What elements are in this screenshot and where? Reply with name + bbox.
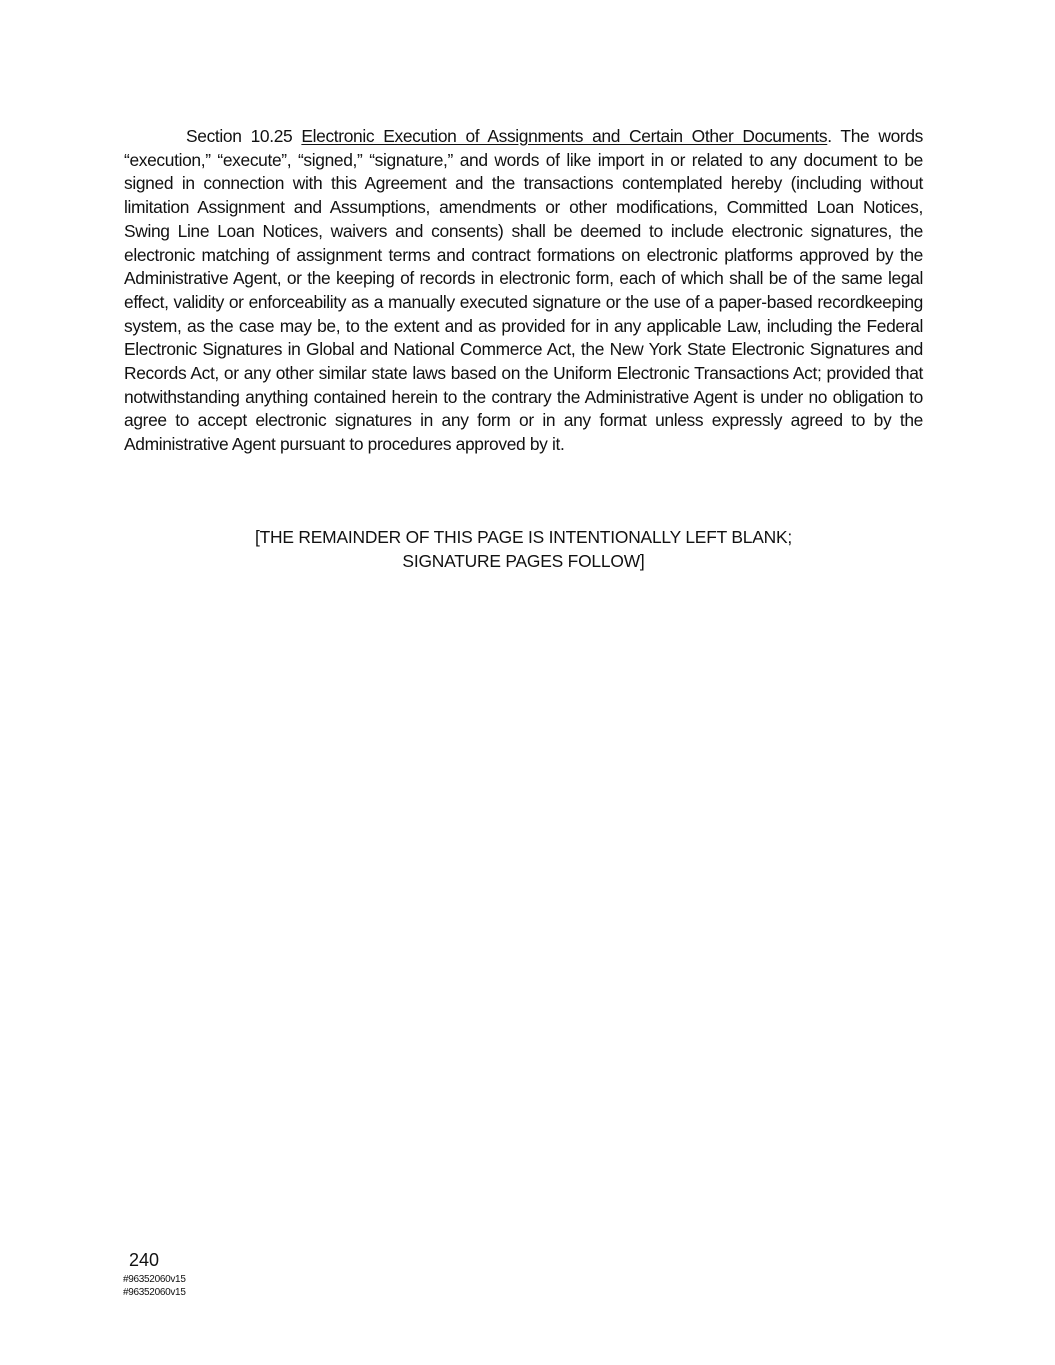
document-id: #96352060v15 <box>123 1274 186 1285</box>
section-number: Section 10.25 <box>186 126 293 146</box>
section-10-25-paragraph <box>124 125 923 457</box>
document-id: #96352060v15 <box>123 1287 186 1298</box>
blank-notice-line-2: SIGNATURE PAGES FOLLOW] <box>402 551 645 571</box>
section-heading-period: . <box>827 126 832 146</box>
intentionally-blank-notice <box>124 525 923 573</box>
section-body-text: The words “execution,” “execute”, “signed,” “signature,” and words of like import in or related to any document to be signed in connection with this Agreement and the transactions contemplated hereby (including without limitation Assignment and Assumptions, amendments or other modifications, Committed Loan Notices, Swing Line Loan Notices, waivers and consents) shall be deemed to include electronic signatures, the electronic matching of assignment terms and contract formations on electronic platforms approved by the Administrative Agent, or the keeping of records in electronic form, each of which shall be of the same legal effect, validity or enforceability as a manually executed signature or the use of a paper-based recordkeeping system, as the case may be, to the extent and as provided for in any applicable Law, including the Federal Electronic Signatures in Global and National Commerce Act, the New York State Electronic Signatures and Records Act, or any other similar state laws based on the Uniform Electronic Transactions Act; provided that notwithstanding anything contained herein to the contrary the Administrative Agent is under no obligation to agree to accept electronic signatures in any form or in any format unless expressly agreed to by the Administrative Agent pursuant to procedures approved by it. <box>124 126 924 455</box>
section-heading: Electronic Execution of Assignments and Certain Other Documents <box>301 126 828 146</box>
blank-notice-line-1: [THE REMAINDER OF THIS PAGE IS INTENTIONALLY LEFT BLANK; <box>254 527 793 547</box>
page-number: 240 <box>129 1250 160 1270</box>
